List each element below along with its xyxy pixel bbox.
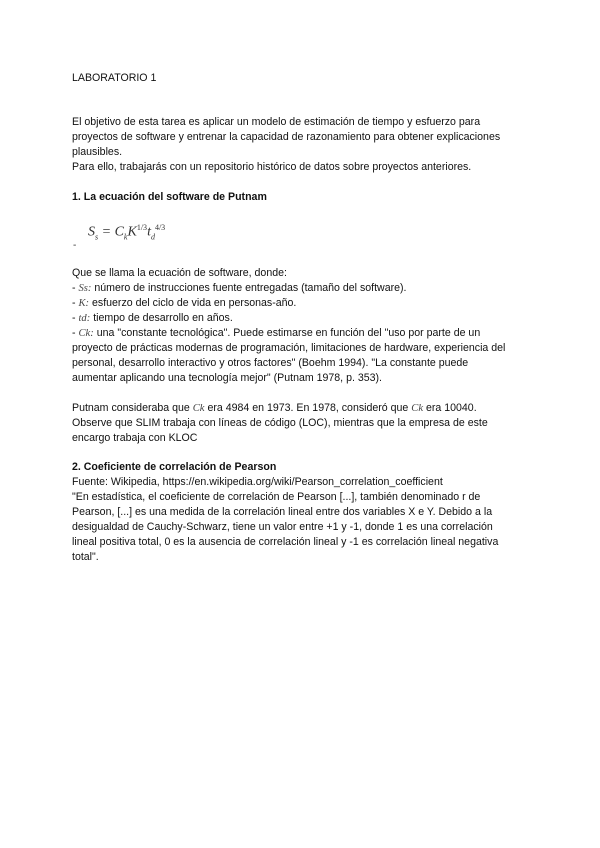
quote-line: desigualdad de Cauchy-Schwarz, tiene un valor entre +1 y -1, donde 1 es una correlación	[72, 521, 493, 533]
section-1-heading: 1. La ecuación del software de Putnam	[72, 191, 267, 203]
definition-continuation: personal, desarrollo interactivo y otros factores" (Boehm 1994). "La constante puede	[72, 357, 469, 369]
quote-line: total".	[72, 551, 99, 563]
definition-item: - Ck: una "constante tecnológica". Puede estimarse en función del "uso por parte de un	[72, 327, 481, 339]
quote-line: lineal positiva total, 0 es la ausencia de correlación lineal y -1 es correlación lineal negativa	[72, 536, 499, 548]
section-2-heading: 2. Coeficiente de correlación de Pearson	[72, 461, 277, 473]
putnam-paragraph-line-3: encargo trabaja con KLOC	[72, 432, 198, 444]
formula-dash: -	[73, 240, 77, 251]
quote-line: "En estadística, el coeficiente de correlación de Pearson [...], también denominado r de	[72, 491, 481, 503]
definition-continuation: aumentar aplicando una tecnología mejor" (Putnam 1978, p. 353).	[72, 372, 382, 384]
definition-item: - Ss: número de instrucciones fuente entregadas (tamaño del software).	[72, 282, 407, 294]
intro-line-4: Para ello, trabajarás con un repositorio histórico de datos sobre proyectos anteriores.	[72, 161, 472, 173]
quote-line: Pearson, [...] es una medida de la correlación lineal entre dos variables X e Y. Debido a la	[72, 506, 493, 518]
putnam-paragraph-line-1: Putnam consideraba que Ck era 4984 en 1973. En 1978, consideró que Ck era 10040.	[72, 402, 477, 414]
definitions-intro: Que se llama la ecuación de software, donde:	[72, 267, 287, 279]
putnam-equation: $S_s = C_kK^{1/3}t_d^{4/3}$	[88, 223, 166, 242]
intro-line-2: proyectos de software y entrenar la capacidad de razonamiento para obtener explicaciones	[72, 131, 501, 143]
definition-item: - K: esfuerzo del ciclo de vida en personas-año.	[72, 297, 297, 309]
document-title: LABORATORIO 1	[72, 72, 157, 84]
definition-item: - td: tiempo de desarrollo en años.	[72, 312, 233, 324]
source-line: Fuente: Wikipedia, https://en.wikipedia.org/wiki/Pearson_correlation_coefficient	[72, 476, 443, 488]
putnam-paragraph-line-2: Observe que SLIM trabaja con líneas de código (LOC), mientras que la empresa de este	[72, 417, 488, 429]
definition-continuation: proyecto de prácticas modernas de programación, limitaciones de hardware, experiencia del	[72, 342, 506, 354]
intro-line-1: El objetivo de esta tarea es aplicar un modelo de estimación de tiempo y esfuerzo para	[72, 116, 481, 128]
intro-line-3: plausibles.	[72, 146, 123, 158]
